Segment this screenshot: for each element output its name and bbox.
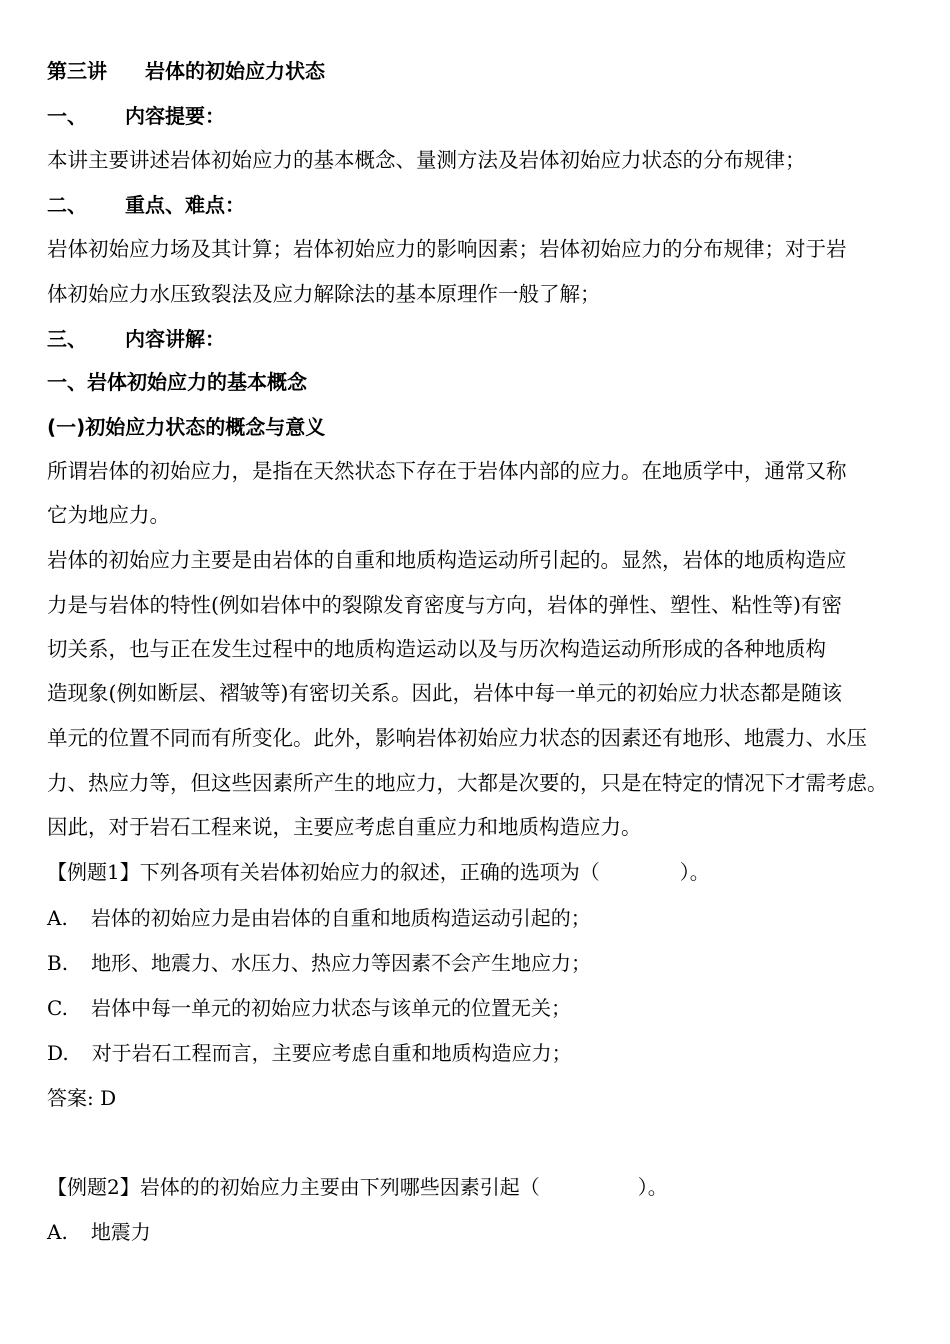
option-text: 地形、地震力、水压力、热应力等因素不会产生地应力； — [91, 951, 592, 975]
example-2-question: 【例题2】岩体的的初始应力主要由下列哪些因素引起（ — [47, 1175, 540, 1199]
option-letter: B. — [47, 951, 69, 975]
heading-basic-concept: 一、岩体初始应力的基本概念 — [47, 370, 307, 394]
option-letter: C. — [47, 996, 68, 1020]
para-2-line-5: 单元的位置不同而有所变化。此外，影响岩体初始应力状态的因素还有地形、地震力、水压 — [47, 726, 867, 750]
example-1-option-d — [47, 1038, 910, 1068]
section-3-heading — [47, 324, 910, 354]
option-text: 岩体中每一单元的初始应力状态与该单元的位置无关； — [90, 996, 571, 1020]
option-text: 地震力 — [90, 1220, 151, 1244]
option-text: 岩体的初始应力是由岩体的自重和地质构造运动引起的； — [90, 906, 591, 930]
example-1-option-b — [47, 948, 910, 978]
para-2-line-6: 力、热应力等，但这些因素所产生的地应力，大都是次要的，只是在特定的情况下才需考虑。 — [47, 771, 888, 795]
lecture-title-text: 岩体的初始应力状态 — [145, 59, 325, 83]
example-1-answer: 答案: D — [47, 1086, 117, 1110]
example-1-option-a — [47, 903, 910, 933]
section-1-text: 本讲主要讲述岩体初始应力的基本概念、量测方法及岩体初始应力状态的分布规律； — [47, 148, 806, 172]
heading-concept-meaning: (一)初始应力状态的概念与意义 — [47, 415, 326, 439]
lecture-title — [47, 56, 910, 86]
lecture-number: 第三讲 — [47, 59, 107, 83]
para-2-line-3: 切关系，也与正在发生过程中的地质构造运动以及与历次构造运动所形成的各种地质构 — [47, 637, 826, 661]
example-2-bracket-close: ）。 — [637, 1175, 668, 1199]
example-2-option-a — [47, 1217, 910, 1247]
option-letter: D. — [47, 1041, 69, 1065]
para-2-line-1: 岩体的初始应力主要是由岩体的自重和地质构造运动所引起的。显然，岩体的地质构造应 — [47, 548, 847, 572]
para-2-line-4: 造现象(例如断层、褶皱等)有密切关系。因此，岩体中每一单元的初始应力状态都是随该 — [47, 681, 842, 705]
example-1-stem — [47, 857, 910, 887]
section-2-label: 重点、难点： — [125, 193, 245, 217]
section-2-line-1: 岩体初始应力场及其计算；岩体初始应力的影响因素；岩体初始应力的分布规律；对于岩 — [47, 237, 847, 261]
section-1-label: 内容提要： — [125, 104, 225, 128]
para-2-line-2: 力是与岩体的特性(例如岩体中的裂隙发育密度与方向，岩体的弹性、塑性、粘性等)有密 — [47, 593, 842, 617]
section-2-line-2: 体初始应力水压致裂法及应力解除法的基本原理作一般了解； — [47, 282, 601, 306]
section-1-heading — [47, 101, 910, 131]
section-1-number: 一、 — [47, 104, 87, 128]
para-1-line-1: 所谓岩体的初始应力，是指在天然状态下存在于岩体内部的应力。在地质学中，通常又称 — [47, 459, 847, 483]
option-text: 对于岩石工程而言，主要应考虑自重和地质构造应力； — [91, 1041, 572, 1065]
example-1-bracket-close: ）。 — [679, 860, 710, 884]
para-1-line-2: 它为地应力。 — [47, 503, 170, 527]
example-1-question: 【例题1】下列各项有关岩体初始应力的叙述，正确的选项为（ — [47, 860, 600, 884]
section-3-label: 内容讲解： — [125, 327, 225, 351]
option-letter: A. — [47, 1220, 68, 1244]
section-3-number: 三、 — [47, 327, 87, 351]
section-2-heading — [47, 190, 910, 220]
example-1-option-c — [47, 993, 910, 1023]
section-2-number: 二、 — [47, 193, 87, 217]
option-letter: A. — [47, 906, 68, 930]
example-2-stem — [47, 1172, 910, 1202]
para-2-line-7: 因此，对于岩石工程来说，主要应考虑自重应力和地质构造应力。 — [47, 815, 642, 839]
